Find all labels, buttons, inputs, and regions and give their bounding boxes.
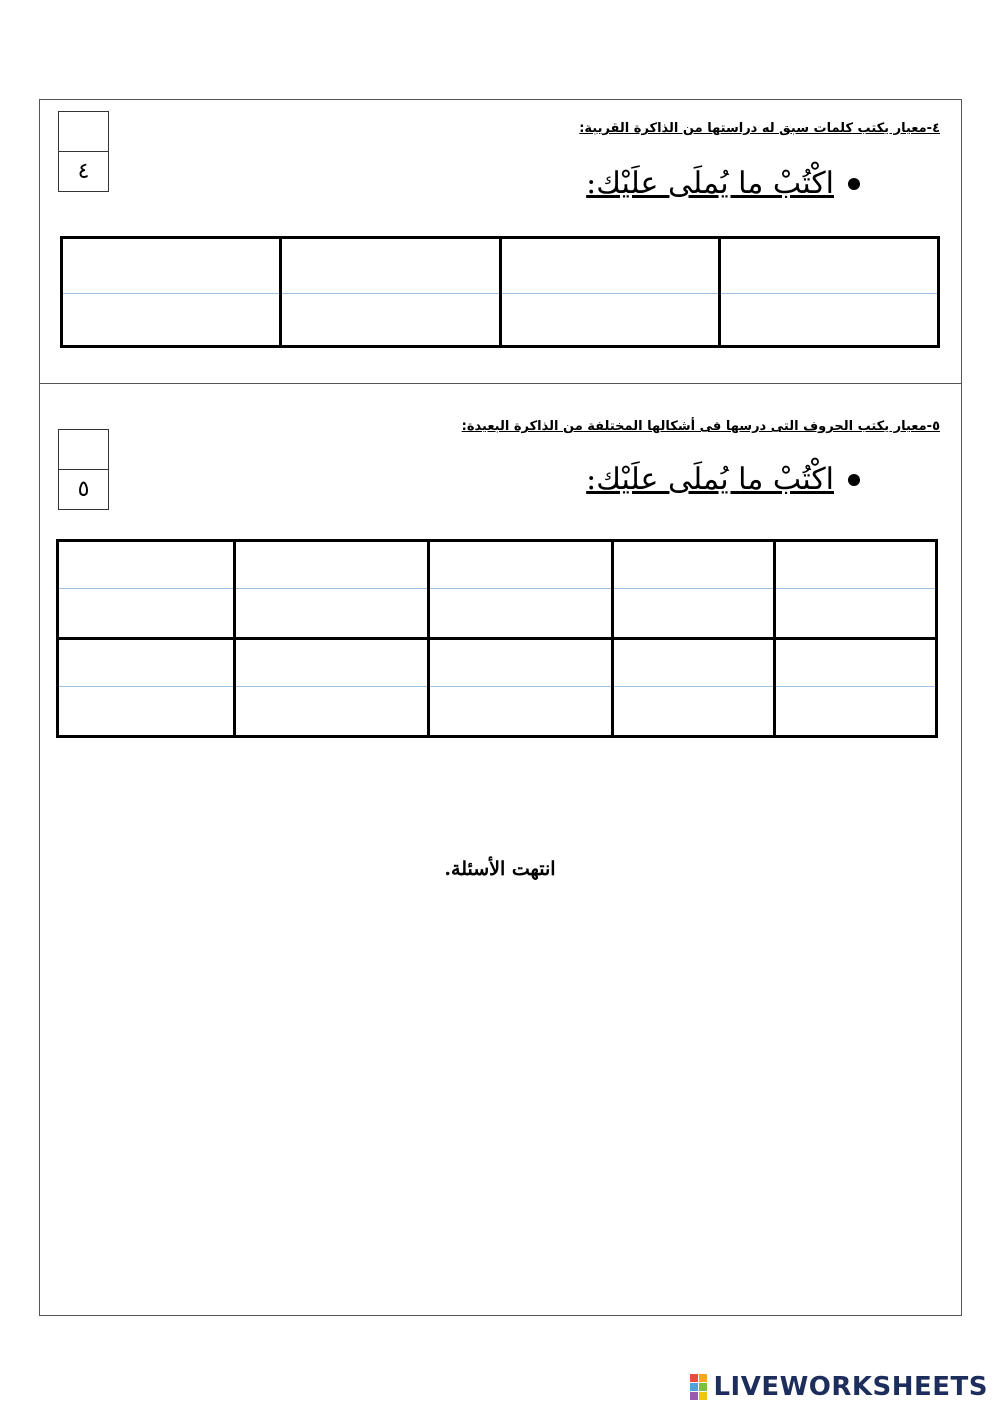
answer-cell[interactable]: [58, 639, 235, 737]
bullet-icon: [848, 178, 860, 190]
guide-line: [721, 293, 937, 294]
answer-cell[interactable]: [774, 541, 936, 639]
logo-square: [699, 1392, 707, 1400]
criterion-5-title: ٥-معيار يكتب الحروف التى درسها فى أشكالها المختلفة من الذاكرة البعيدة:: [461, 419, 940, 434]
brand-name: LIVEWORKSHEETS: [713, 1372, 988, 1402]
bullet-icon: [848, 474, 860, 486]
guide-line: [59, 686, 233, 687]
guide-line: [236, 686, 426, 687]
instruction-text: اكْتُبْ ما يُملَى علَيْك:: [586, 166, 834, 201]
guide-line: [776, 588, 935, 589]
word-writing-grid: [60, 236, 940, 348]
dictation-instruction-2: [586, 462, 860, 497]
answer-cell[interactable]: [62, 238, 281, 347]
logo-square: [699, 1383, 707, 1391]
answer-cell[interactable]: [613, 541, 774, 639]
answer-cell[interactable]: [428, 639, 612, 737]
max-score: ٥: [77, 477, 90, 502]
score-entry[interactable]: [59, 430, 108, 470]
score-box-4: [58, 111, 109, 192]
guide-line: [430, 588, 611, 589]
end-of-questions: انتهت الأسئلة.: [444, 858, 556, 880]
liveworksheets-brand: [690, 1372, 988, 1402]
grid-row: [58, 541, 937, 639]
guide-line: [614, 588, 772, 589]
grid-row: [58, 639, 937, 737]
answer-cell[interactable]: [774, 639, 936, 737]
guide-line: [282, 293, 498, 294]
answer-cell[interactable]: [58, 541, 235, 639]
letter-writing-grid: [56, 539, 938, 738]
liveworksheets-logo-icon: [690, 1374, 707, 1400]
grid-row: [62, 238, 939, 347]
max-score: ٤: [77, 159, 90, 184]
guide-line: [614, 686, 772, 687]
logo-square: [690, 1383, 698, 1391]
criterion-4-title: ٤-معيار يكتب كلمات سبق له دراستها من الذاكرة القريبة:: [579, 121, 940, 136]
answer-cell[interactable]: [235, 639, 428, 737]
instruction-text: اكْتُبْ ما يُملَى علَيْك:: [586, 462, 834, 497]
guide-line: [776, 686, 935, 687]
answer-cell[interactable]: [281, 238, 500, 347]
answer-cell[interactable]: [719, 238, 938, 347]
answer-cell[interactable]: [613, 639, 774, 737]
logo-square: [690, 1392, 698, 1400]
guide-line: [236, 588, 426, 589]
score-box-5: [58, 429, 109, 510]
logo-square: [699, 1374, 707, 1382]
answer-cell[interactable]: [428, 541, 612, 639]
dictation-instruction-1: [586, 166, 860, 201]
score-entry[interactable]: [59, 112, 108, 152]
guide-line: [59, 588, 233, 589]
logo-square: [690, 1374, 698, 1382]
guide-line: [502, 293, 718, 294]
answer-cell[interactable]: [500, 238, 719, 347]
section-divider: [39, 383, 962, 384]
guide-line: [430, 686, 611, 687]
answer-cell[interactable]: [235, 541, 428, 639]
guide-line: [63, 293, 279, 294]
